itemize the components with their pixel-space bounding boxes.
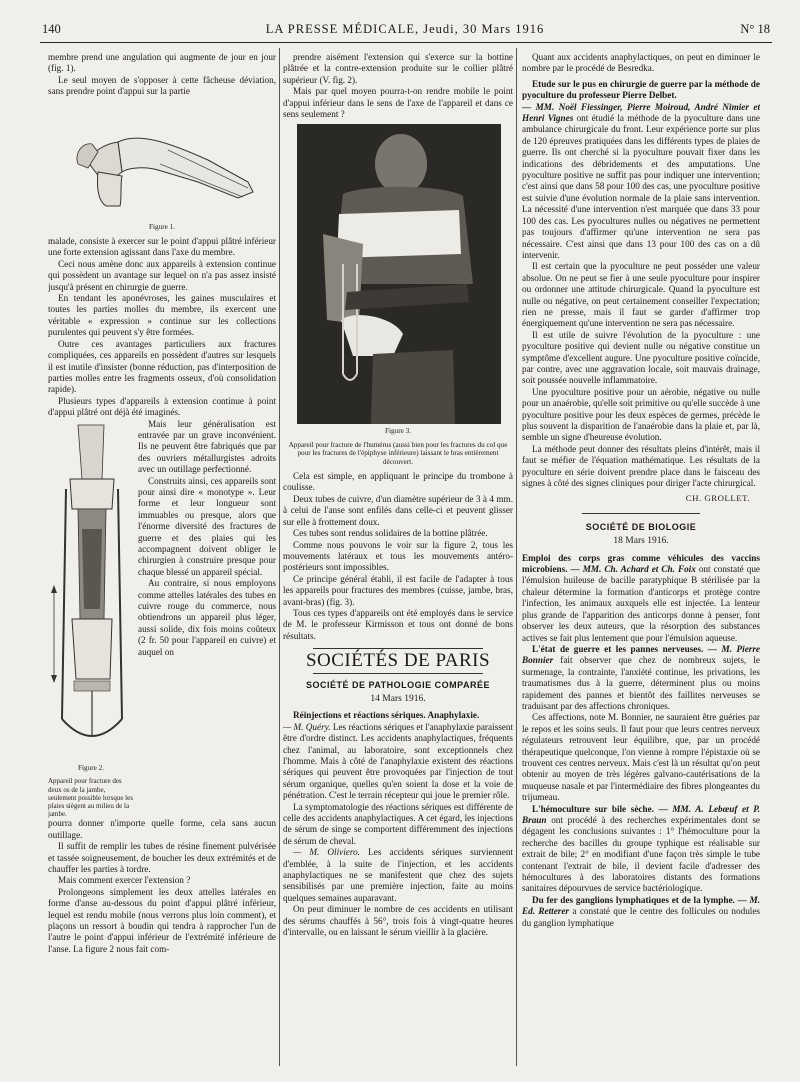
paragraph: Outre ces avantages particuliers aux fractures compliquées, ces appareils en possèdent d'autres sur lesquels il est inutile d'insister (bonne réduction, pas d'interposition de parties molles entre les fragments osseux, d'où consolidation rapide). xyxy=(48,338,276,395)
paragraph: Les réactions sériques et l'anaphylaxie paraissent être d'ordre distinct. Les accidents anaphylactiques, fréquents chez l'animal, au laboratoire, sont exceptionnels chez l'homme. Mais à côté de l'anaphylaxie existent des réactions sériques qui peuvent être provoquées par l'injection de tout sérum organique, quelles qu'en soient la dose et la voie de pénétration. C'est le terrain récepteur qui joue le premier rôle. xyxy=(283,721,513,801)
paragraph: Ces affections, note M. Bonnier, ne sauraient être guéries par le repos et les soins seuls. Il faut pour que leurs centres nerveux régulateurs retrouvent leur équilibre, que, par un procédé thérapeutique quelconque, l'on vienne à rompre l'épistaxie où se trouvent ces centres nerveux. Mais c'est là un résultat qu'on peut obtenir au moyen de très légères galvano-cautérisations de la muqueuse nasale et par l'intermédiaire des fibres plongeantes du trijumeau. xyxy=(522,712,760,803)
article-heading: L'état de guerre et les pannes nerveuses. xyxy=(532,643,704,654)
section-rule xyxy=(313,648,483,649)
author: — M. Oliviero. xyxy=(293,847,360,858)
article-heading: Du fer des ganglions lymphatiques et de la lymphe. xyxy=(532,894,735,905)
author: — MM. A. Lebœuf et P. Braun xyxy=(522,803,760,825)
paragraph: Quant aux accidents anaphylactiques, on peut en diminuer le nombre par le procédé de Besredka. xyxy=(522,52,760,74)
article-heading: Emploi des corps gras comme véhicules des vaccins microbiens. xyxy=(522,552,760,575)
paragraph: Construits ainsi, ces appareils sont pour ainsi dire « monotype ». Leur forme et leur longueur sont immuables ou presque, alors que l'énorme diversité des fractures de guerre et des plaies qui les accompagnent doivent obliger le chirurgien à construire presque pour chaque blessé un appareil spécial. xyxy=(138,475,276,577)
page-header xyxy=(40,22,770,40)
paragraph: ont procédé à des recherches expérimentales dont se dégagent les conclusions suivantes : 1° l'hémoculture pour la recherche des bacilles du groupe typhique est réalisable sur extrait de bile; 2° en modifiant d'une façon très simple le tube contenant l'extrait de bile, il devient facile d'adresser des hémocultures à des laboratoires distants des formations sanitaires dépourvues de service bactériologique. xyxy=(522,815,760,894)
author: — MM. Noël Fiessinger, Pierre Moiroud, André Nimier et Henri Vignes xyxy=(522,101,760,124)
figure-2-block xyxy=(48,419,276,819)
paragraph: La symptomatologie des réactions sériques est différente de celle des accidents anaphylactiques. A cet égard, les injections de sérum de singe se comportent différemment des injections de sérum de cheval. xyxy=(283,801,513,846)
journal-title: LA PRESSE MÉDICALE, Jeudi, 30 Mars 1916 xyxy=(265,22,545,36)
paragraph: ont étudié la méthode de la pyoculture dans une ambulance chirurgicale du front. Leur expérience porte sur plus de 120 épreuves pratiquées dans les différents types de plaies de guerre. Ils ont cherché si la pyoculture pouvait fixer dans les indications des débridements et des amputations. Une pyoculture positive ne suffit pas pour indiquer une intervention; c'est ainsi que dans 58 pour 100 des cas, une pyoculture positive est suivie d'une évolution normale de la plaie sans intervention. La nécessité d'une intervention n'est marquée que dans 33 pour 100 des cas. Les pyocultures nulles ou négatives ne permettent pas toujours d'affirmer qu'une intervention ne sera pas nécessaire. C'est ainsi que dans 13 pour 100 des cas on a dû intervenir. xyxy=(522,113,760,260)
page-number: 140 xyxy=(42,22,61,36)
paragraph: Ceci nous amène donc aux appareils à extension continue qui possèdent un avantage sur lequel on n'a pas assez insisté jusqu'à présent en chirurgie de guerre. xyxy=(48,258,276,292)
issue-number: N° 18 xyxy=(740,22,770,36)
paragraph: Deux tubes de cuivre, d'un diamètre supérieur de 3 à 4 mm. à celui de l'anse sont enfilés dans celle-ci et peuvent glisser sur elle à frottement doux. xyxy=(283,493,513,527)
signature: CH. GROLLET. xyxy=(685,493,750,504)
figure-3-humerus-apparatus-photo xyxy=(283,124,513,424)
paragraph: Les accidents sériques surviennent d'emblée, à la suite de l'injection, et les accidents anaphylactiques ne se manifestent que chez des sujets sensibilisés par une première injection, faite au moins quelques semaines auparavant. xyxy=(283,847,513,903)
figure-1-caption: Figure 1. xyxy=(149,222,175,231)
paragraph: La méthode peut donner des résultats pleins d'intérêt, mais il faut se méfier de l'équation mathématique. Les résultats de la pyoculture en série doivent prendre place dans le faisceau des signes à côté des signes cliniques pour diriger l'acte chirurgical. xyxy=(522,443,760,489)
paragraph: Prolongeons simplement les deux attelles latérales en forme d'anse au-dessous du point d'appui plâtré inférieur, lequel est rendu mobile (nous verrons plus loin comment), et plaçons un ressort à boudin qui tendra à rapprocher l'un de l'autre le point d'appui inférieur de l'extrémité inférieure de l'anse. La figure 2 nous fait com- xyxy=(48,886,276,954)
paragraph: Comme nous pouvons le voir sur la figure 2, tous les mouvements latéraux et tous les mouvements antéro-postérieurs sont impossibles. xyxy=(283,539,513,573)
figure-3-title: Figure 3. xyxy=(385,427,411,436)
paragraph: a constaté que le centre des follicules ou nodules du ganglion lymphatique xyxy=(522,906,760,928)
society-title: SOCIÉTÉ DE PATHOLOGIE COMPARÉE xyxy=(305,679,490,690)
paragraph: Tous ces types d'appareils ont été employés dans le service de M. le professeur Kirmisson et tous ont donné de bons résultats. xyxy=(283,607,513,641)
figure-2-title: Figure 2. xyxy=(78,763,104,772)
paragraph: prendre aisément l'extension qui s'exerce sur la bottine plâtrée et la contre-extension produite sur le collier plâtré supérieur (V. fig. 2). xyxy=(283,52,513,85)
paragraph: Il est utile de suivre l'évolution de la pyoculture : une pyoculture positive qui devient nulle ou négative constitue un symptôme d'excellent augure. Une pyoculture positive coïncide, par contre, avec une aggravation locale, soit mauvais drainage, soit poussée nouvelle inflammatoire. xyxy=(522,329,760,386)
paragraph: Il suffit de remplir les tubes de résine finement pulvérisée et tassée soigneusement, de boucher les deux extrémités et de chauffer les parties à tordre. xyxy=(48,841,276,874)
paragraph: ont constaté que l'émulsion huileuse de bacille paratyphique B stérilisée par la chaleur détermine la formation d'anticorps et protège contre l'infection, les animaux auxquels elle est injectée. La lenteur plus grande de l'apparition des anticorps donne à penser, font observer les deux auteurs, que la résorption des substances actives se fait plus lentement que pour l'émulsion aqueuse. xyxy=(522,564,760,643)
paragraph: Mais comment exercer l'extension ? xyxy=(58,875,191,886)
society-title: SOCIÉTÉ DE BIOLOGIE xyxy=(585,521,697,532)
section-rule xyxy=(582,513,700,514)
figure-3-caption: Appareil pour fracture de l'humérus (aussi bien pour les fractures du col que pour les fractures de l'épiphyse inférieure) laissant le bras entièrement découvert. xyxy=(288,440,508,466)
author: — M. Pierre Bonnier xyxy=(522,643,760,666)
session-date: 18 Mars 1916. xyxy=(613,536,669,547)
column-divider-1 xyxy=(279,48,280,1066)
author: — MM. Ch. Achard et Ch. Foix xyxy=(567,564,696,575)
session-date: 14 Mars 1916. xyxy=(370,693,426,704)
paragraph: Le seul moyen de s'opposer à cette fâcheuse déviation, sans prendre point d'appui sur la partie xyxy=(48,74,276,97)
paragraph: Au contraire, si nous employons comme attelles latérales des tubes en cuivre rouge du commerce, nous obtiendrons un appareil plus léger, aussi solide, dix fois moins coûteux (2 fr. 50 pour l'appareil en cuivre) et auquel on xyxy=(138,578,276,657)
paragraph: membre prend une angulation qui augmente de jour en jour (fig. 1). xyxy=(48,52,276,74)
column-divider-2 xyxy=(516,48,517,1066)
article-heading: Réinjections et réactions sériques. Anaphylaxie. xyxy=(293,710,480,721)
header-rule xyxy=(40,42,772,43)
paragraph: Plusieurs types d'appareils à extension continue à point d'appui plâtré ont déjà été imaginés. xyxy=(48,395,276,418)
paragraph: Ce principe général établi, il est facile de l'adapter à tous les appareils pour fractures des membres (cuisse, jambe, bras, avant-bras) (fig. 3). xyxy=(283,573,513,607)
paragraph: On peut diminuer le nombre de ces accidents en utilisant des sérums chauffés à 56°, trois fois à vingt-quatre heures d'intervalle, ou en laissant le sérum vieillir à la glacière. xyxy=(283,904,513,938)
author: — M. Quéry. xyxy=(283,721,331,732)
paragraph: pourra donner n'importe quelle forme, cela sans aucun outillage. xyxy=(48,818,276,840)
column-2 xyxy=(283,52,513,1072)
figure-1-leg-splint-illustration xyxy=(48,102,276,220)
column-1 xyxy=(48,52,276,1072)
section-rule xyxy=(313,673,483,674)
paragraph: malade, consiste à exercer sur le point d'appui plâtré inférieur une forte extension agissant dans l'axe du membre. xyxy=(48,236,276,258)
paragraph: Mais par quel moyen pourra-t-on rendre mobile le point d'appui inférieur dans le sens de l'axe de l'appareil et dans ce sens seulement ? xyxy=(283,86,513,120)
paragraph: fait observer que chez de nombreux sujets, le surmenage, la contrainte, l'anxiété continue, les privations, les traumatismes dus à la guerre, déterminent plus ou moins rapidement des pannes et bientôt des faillites nerveuses se traduisant par des affections chroniques. xyxy=(522,655,760,711)
article-heading: L'hémoculture sur bile sèche. xyxy=(532,803,654,814)
paragraph: En tendant les aponévroses, les gaines musculaires et toutes les parties molles du membre, ils exercent une véritable « expression » continue sur les collections purulentes qui peuvent s'y être formées. xyxy=(48,293,276,338)
paragraph: Il est certain que la pyoculture ne peut posséder une valeur absolue. On ne peut se fier à une seule pyoculture pour inspirer ou ordonner une attitude chirurgicale. Quand la pyoculture est nulle ou négative, on peut certainement conseiller l'expectation; rien ne presse, mais il faut se garder d'affirmer trop énergiquement qu'une intervention ne sera pas nécessaire. xyxy=(522,261,760,329)
figure-2-caption: Appareil pour fracture des deux os de la jambe, seulement possible lorsque les plaies siègent au milieu de la jambe. xyxy=(48,777,133,819)
figure-2-leg-extension-apparatus xyxy=(48,419,134,759)
paragraph: Mais leur généralisation est entravée par un grave inconvénient. Ils ne peuvent être fabriqués que par des ouvriers métallurgistes adroits avec un outillage perfectionné. xyxy=(138,418,276,475)
paragraph: Cela est simple, en appliquant le principe du trombone à coulisse. xyxy=(283,471,513,493)
paragraph: Une pyoculture positive pour un aérobie, négative ou nulle pour un anaérobie, qu'elle soit primitive ou qu'elle succède à une pyoculture positive pour les deux espèces de germes, précède le plus souvent la disparition de l'anaérobie dans la plaie et, par là, semble un signe d'heureuse évolution. xyxy=(522,386,760,443)
section-heading: SOCIÉTÉS DE PARIS xyxy=(305,650,491,672)
paragraph: Ces tubes sont rendus solidaires de la bottine plâtrée. xyxy=(293,528,488,539)
author: — M. Ed. Retterer xyxy=(522,894,760,917)
column-3 xyxy=(522,52,760,1072)
article-heading: Etude sur le pus en chirurgie de guerre par la méthode de pyoculture du professeur Pierre Delbet. xyxy=(522,78,760,101)
